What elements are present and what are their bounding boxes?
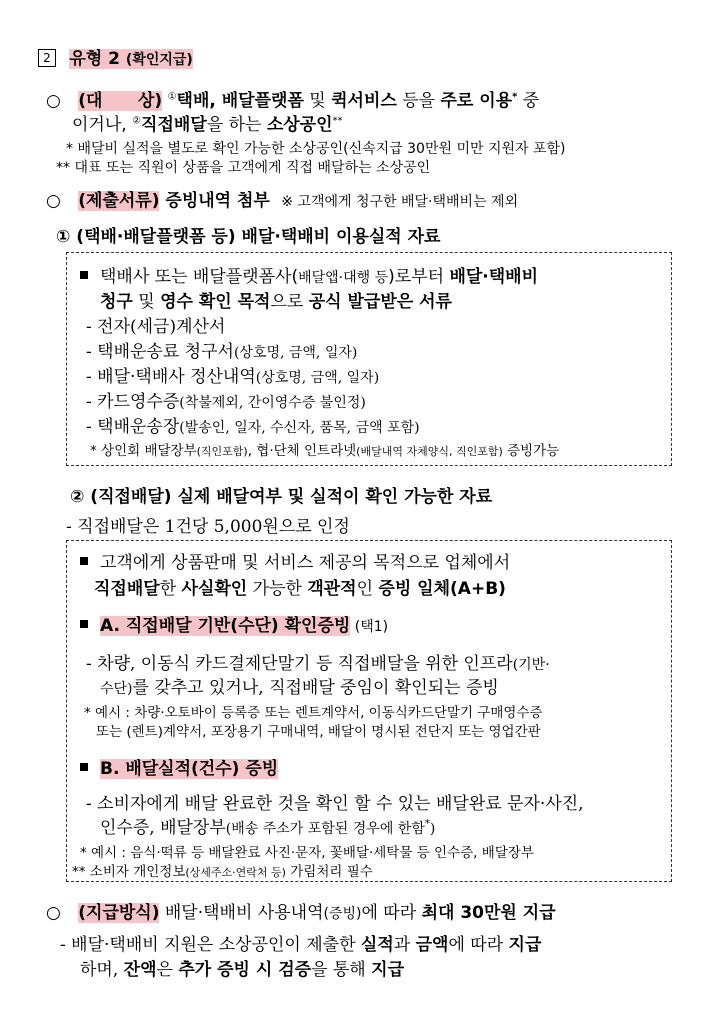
s2-b-title: B. 배달실적(건수) 증빙 [100, 759, 279, 779]
pay-detail-2: 하며, 잔액은 추가 증빙 시 검증을 통해 지급 [80, 960, 404, 980]
pay-line: ○ (지급방식) 배달·택배비 사용내역(증빙)에 따라 최대 30만원 지급 [46, 903, 556, 923]
s2-b-line-2: 인수증, 배달장부(배송 주소가 포함된 경우에 한함*) [100, 818, 436, 838]
docs-label: (제출서류) [78, 191, 160, 211]
docs-line: ○ (제출서류) 증빙내역 첨부 ※ 고객에게 청구한 배달·택배비는 제외 [46, 191, 519, 211]
s1-title: ① (택배·배달플랫폼 등) 배달·택배비 이용실적 자료 [56, 227, 441, 247]
s2-a-title: A. 직접배달 기반(수단) 확인증빙 [100, 616, 351, 636]
pay-label: (지급방식) [78, 903, 160, 923]
s1-item-3: - 배달·택배사 정산내역(상호명, 금액, 일자) [86, 367, 380, 387]
s2-a-header: A. 직접배달 기반(수단) 확인증빙 (택1) [80, 611, 388, 636]
target-line-2: 이거나, ②직접배달을 하는 소상공인** [72, 115, 343, 135]
s1-line-1: 택배사 또는 배달플랫폼사(배달앱·대행 등)로부터 배달·택배비 [80, 262, 538, 287]
s2-title: ② (직접배달) 실제 배달여부 및 실적이 확인 가능한 자료 [70, 487, 493, 507]
s2-a-line-2: 수단)를 갖추고 있거나, 직접배달 중임이 확인되는 증빙 [100, 678, 499, 698]
s2-a-note-2: 또는 (렌트)계약서, 포장용기 구매내역, 배달이 명시된 전단지 또는 영업간판 [96, 724, 541, 740]
s1-item-4: - 카드영수증(착불제외, 간이영수증 불인정) [86, 392, 366, 412]
s2-b-note-1: * 예시 : 음식·떡류 등 배달완료 사진·문자, 꽃배달·세탁물 등 인수증, 배달장부 [80, 845, 534, 861]
s2-b-note-2: ** 소비자 개인정보(상세주소·연락처 등) 가림처리 필수 [72, 864, 373, 880]
s2-line-2: 직접배달한 사실확인 가능한 객관적인 증빙 일체(A+B) [94, 579, 506, 599]
target-note-1: * 배달비 실적을 별도로 확인 가능한 소상공인(신속지급 30만원 미만 지원자 포함) [66, 141, 566, 157]
section-title: 유형 2 (확인지급) [69, 49, 193, 69]
target-label: (대 상) [78, 91, 163, 111]
s1-item-2: - 택배운송료 청구서(상호명, 금액, 일자) [86, 342, 358, 362]
s1-item-1: - 전자(세금)계산서 [86, 317, 226, 337]
s1-item-5: - 택배운송장(발송인, 일자, 수신자, 품목, 금액 포함) [86, 417, 420, 437]
s1-line-2: 청구 및 영수 확인 목적으로 공식 발급받은 서류 [100, 292, 452, 312]
pay-detail-1: - 배달·택배비 지원은 소상공인이 제출한 실적과 금액에 따라 지급 [60, 935, 542, 955]
section-header [38, 44, 193, 69]
s2-a-note-1: * 예시 : 차량·오토바이 등록증 또는 렌트계약서, 이동식카드단말기 구매영수증 [84, 705, 543, 721]
target-note-2: ** 대표 또는 직원이 상품을 고객에게 직접 배달하는 소상공인 [56, 160, 431, 176]
s2-b-line-1: - 소비자에게 배달 완료한 것을 확인 할 수 있는 배달완료 문자·사진, [86, 794, 584, 814]
s2-a-line-1: - 차량, 이동식 카드결제단말기 등 직접배달을 위한 인프라(기반· [86, 654, 550, 674]
s2-line-1: 고객에게 상품판매 및 서비스 제공의 목적으로 업체에서 [80, 548, 510, 573]
s2-b-header [80, 754, 278, 779]
box-number: 2 [38, 49, 56, 67]
target-line-1: ○ (대 상) ①택배, 배달플랫폼 및 퀵서비스 등을 주로 이용* 중 [46, 91, 540, 111]
s2-recognize: - 직접배달은 1건당 5,000원으로 인정 [66, 517, 350, 537]
s1-note: * 상인회 배달장부(직인포함), 협·단체 인트라넷(배달내역 자체양식, 직인포함) 증빙가능 [90, 443, 560, 459]
